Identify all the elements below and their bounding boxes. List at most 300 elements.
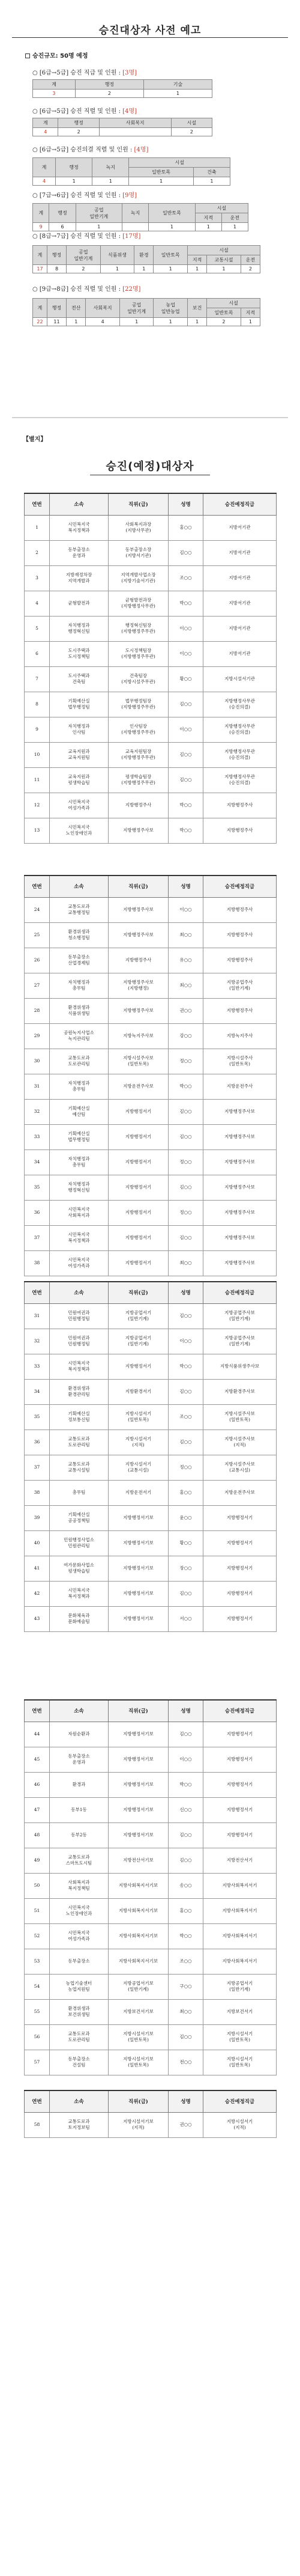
table-row: [25, 998, 277, 1023]
value-cell: 1: [154, 265, 188, 273]
target-rank: 지방시설서기 (일반토목): [203, 2050, 277, 2075]
department: 기획예산실 법무행정팀: [50, 1124, 109, 1149]
target-rank: 지방행정주사보: [203, 1149, 277, 1175]
target-rank: 지방행정사무관 (승진의결): [203, 767, 277, 793]
name: 정○○: [169, 1200, 203, 1225]
target-rank: 지방행정서기: [203, 1822, 277, 1848]
row-number: 42: [25, 1581, 50, 1606]
row-number: 5: [25, 616, 50, 641]
position: 지방시설서기보 (일반토목): [109, 2024, 169, 2050]
row-number: 24: [25, 897, 50, 922]
value-cell: 1: [193, 177, 230, 186]
section-title-3: [32, 144, 148, 153]
roster-column-header: 승진예정직급: [203, 493, 277, 515]
row-number: 38: [25, 1250, 50, 1276]
position: 지방사회복지서기보: [109, 1923, 169, 1949]
roster-column-header: 승진예정직급: [203, 1282, 277, 1303]
position: 지방사회복지서기보: [109, 1873, 169, 1898]
section-count: [17명]: [122, 233, 141, 240]
position: 지방환경서기: [109, 1379, 169, 1404]
department: 동부출장소 운영과: [50, 540, 109, 565]
position: 지방행정주사보 (지방행정): [109, 973, 169, 998]
page-title: 승진대상자 사전 예고: [98, 25, 202, 37]
value-cell: 1: [92, 177, 129, 186]
target-rank: 지방서기관: [203, 565, 277, 591]
table-row: [25, 793, 277, 818]
target-rank: 지방행정주사: [203, 897, 277, 922]
name: 정○○: [169, 1455, 203, 1480]
target-rank: 지방공업주사보 (일반기계): [203, 1303, 277, 1329]
roster-column-header: 성명: [169, 1282, 203, 1303]
column-header: 지적: [187, 255, 206, 265]
table-row: [25, 1149, 277, 1175]
target-rank: 지방행정주사: [203, 948, 277, 973]
column-header: 행정: [75, 80, 143, 90]
column-header: 농업 일반농업: [154, 299, 188, 318]
target-rank: 지방행정서기: [203, 1581, 277, 1606]
target-rank: 지방서기관: [203, 515, 277, 540]
row-number: 28: [25, 998, 50, 1023]
target-rank: 지방시설서기 (일반토목): [203, 2024, 277, 2050]
position: 지방사회복지서기보: [109, 1898, 169, 1923]
name: 송○○: [169, 1873, 203, 1898]
table-row: [25, 1200, 277, 1225]
value-cell: 17: [33, 265, 47, 273]
name: 김○○: [169, 1722, 203, 1747]
roster-column-header: 소속: [50, 2090, 109, 2112]
name: 김○○: [169, 692, 203, 717]
name: 홍○○: [169, 1480, 203, 1505]
value-cell: 2: [75, 90, 143, 98]
value-cell: 1: [67, 318, 86, 326]
target-rank: 지방녹지주사: [203, 1023, 277, 1049]
roster-column-header: 소속: [50, 1282, 109, 1303]
value-cell: 4: [33, 177, 56, 186]
section-title-4: [32, 190, 137, 199]
table-row: [25, 666, 277, 692]
name: 김○○: [169, 1175, 203, 1200]
section-label: ○ [6급→5급] 승진 직렬 및 인원 :: [32, 108, 123, 115]
department: 자치행정과 총무팀: [50, 1074, 109, 1099]
department: 자치행정과 행정혁신팀: [50, 1175, 109, 1200]
position: 지방시설서기보 (지적): [109, 2112, 169, 2137]
position: 지방행정서기: [109, 1175, 169, 1200]
table-row: [25, 1606, 277, 1631]
position: 지방공업서기 (일반기계): [109, 1303, 169, 1329]
table-row: [25, 1430, 277, 1455]
roster-column-header: 승진예정직급: [203, 2090, 277, 2112]
position: 지방행정서기보: [109, 1530, 169, 1556]
target-rank: 지방시설주사보 (일반토목): [203, 1404, 277, 1430]
department: 민원행정사업소 민원관리팀: [50, 1530, 109, 1556]
position: 지방행정서기보: [109, 1797, 169, 1822]
name: 전○○: [169, 2050, 203, 2075]
value-cell: 4: [33, 128, 58, 136]
target-rank: 지방행정주사: [203, 998, 277, 1023]
column-header: 시설: [171, 118, 212, 128]
name: 박○○: [169, 818, 203, 843]
row-number: 44: [25, 1722, 50, 1747]
row-number: 2: [25, 540, 50, 565]
table-row: [25, 742, 277, 767]
row-number: 57: [25, 2050, 50, 2075]
table-row: [25, 1974, 277, 1999]
roster-column-header: 연번: [25, 1700, 50, 1722]
name: 유○○: [169, 948, 203, 973]
row-number: 38: [25, 1480, 50, 1505]
row-number: 58: [25, 2112, 50, 2137]
position: 지방행정주사보: [109, 897, 169, 922]
position: 지방보건서기보: [109, 1999, 169, 2024]
department: 자치행정과 인사팀: [50, 717, 109, 742]
department: 여가문화사업소 평생학습팀: [50, 1556, 109, 1581]
table-row: [25, 2112, 277, 2137]
target-rank: 지방사회복지서기: [203, 1923, 277, 1949]
row-number: 6: [25, 641, 50, 666]
target-rank: 지방행정주사: [203, 793, 277, 818]
column-header: 사회복지: [99, 118, 171, 128]
position: 지방행정서기: [109, 1225, 169, 1250]
position: 지방행정서기보: [109, 1606, 169, 1631]
target-rank: 지방전산서기: [203, 1848, 277, 1873]
position: 지방시설서기 (지적): [109, 1430, 169, 1455]
department: 기획예산실 예산팀: [50, 1099, 109, 1124]
roster-column-header: 직위(급): [109, 2090, 169, 2112]
department: 환경위생과 환경관리팀: [50, 1379, 109, 1404]
row-number: 47: [25, 1797, 50, 1822]
value-cell: [99, 128, 171, 136]
name: 김○○: [169, 1430, 203, 1455]
value-cell: 3: [33, 90, 76, 98]
department: 시민복지국 복지정책과: [50, 515, 109, 540]
roster-column-header: 성명: [169, 2090, 203, 2112]
row-number: 34: [25, 1379, 50, 1404]
name: 김○○: [169, 540, 203, 565]
row-number: 33: [25, 1354, 50, 1379]
column-header: 계: [33, 118, 58, 128]
table-row: [25, 565, 277, 591]
document-header: [12, 22, 288, 37]
value-cell: 1: [100, 265, 134, 273]
roster-column-header: 연번: [25, 493, 50, 515]
roster-table-3: [24, 1281, 277, 1632]
roster-column-header: 소속: [50, 875, 109, 897]
column-header: 녹지: [122, 204, 149, 223]
position: 지방행정서기보: [109, 1772, 169, 1797]
name: 최○○: [169, 1250, 203, 1276]
value-cell: 2: [207, 318, 241, 326]
column-header: 전산: [67, 299, 86, 318]
department: 지방재정차장 지역개발과: [50, 565, 109, 591]
name: 이○○: [169, 1747, 203, 1772]
table-row: [25, 1225, 277, 1250]
table-row: [25, 922, 277, 948]
name: 조○○: [169, 565, 203, 591]
name: 홍○○: [169, 515, 203, 540]
table-row: [25, 1329, 277, 1354]
table-row: [25, 973, 277, 998]
column-header: 녹지: [92, 158, 129, 177]
row-number: 26: [25, 948, 50, 973]
row-number: 35: [25, 1404, 50, 1430]
value-cell: 1: [134, 265, 154, 273]
target-rank: 지방행정주사보: [203, 1099, 277, 1124]
table-row: [25, 1303, 277, 1329]
roster-column-header: 직위(급): [109, 493, 169, 515]
table-row: [25, 1822, 277, 1848]
table-row: [25, 717, 277, 742]
target-rank: 지방환경주사보: [203, 1379, 277, 1404]
department: 동부2동: [50, 1822, 109, 1848]
target-rank: 지방행정주사보: [203, 1225, 277, 1250]
position: 지방운전서기: [109, 1480, 169, 1505]
target-rank: 지방행정사무관 (승진의결): [203, 717, 277, 742]
target-rank: 지방시설서기관: [203, 666, 277, 692]
name: 장○○: [169, 1556, 203, 1581]
target-rank: 지방서기관: [203, 540, 277, 565]
name: 강○○: [169, 1023, 203, 1049]
section-table-6: [32, 298, 260, 326]
table-row: [25, 1175, 277, 1200]
position: 지방시설서기 (일반토목): [109, 1404, 169, 1430]
section-count: [4명]: [122, 108, 137, 115]
position: 지방시설주사보 (일반토목): [109, 1049, 169, 1074]
roster-table-5: [24, 2090, 277, 2138]
value-cell: 1: [56, 177, 92, 186]
target-rank: 지방사회복지서기: [203, 1873, 277, 1898]
department: 시민복지국 복지정책과: [50, 1354, 109, 1379]
department: 동부출장소: [50, 1949, 109, 1974]
column-header: 행정: [47, 299, 66, 318]
column-header: 기술: [143, 80, 212, 90]
target-rank: 지방보건서기: [203, 1999, 277, 2024]
name: 홍○○: [169, 1898, 203, 1923]
name: 권○○: [169, 998, 203, 1023]
department: 환경과: [50, 1772, 109, 1797]
target-rank: 지방행정서기: [203, 1606, 277, 1631]
table-row: [25, 1074, 277, 1099]
value-cell: 1: [221, 223, 248, 231]
table-row: [25, 1379, 277, 1404]
section-table-4: [32, 203, 248, 231]
column-header: 일반토목: [149, 204, 195, 223]
department: 공원녹지사업소 녹지관리팀: [50, 1023, 109, 1049]
column-header: 행정: [47, 246, 66, 265]
table-row: [25, 1505, 277, 1530]
row-number: 51: [25, 1898, 50, 1923]
title-underline: [12, 37, 288, 38]
position: 균형발전과장 (지방행정사무관): [109, 591, 169, 616]
appendix-label: 【별지】: [23, 436, 47, 443]
target-rank: 지방사회복지서기: [203, 1949, 277, 1974]
position: 인사팀장 (지방행정주무관): [109, 717, 169, 742]
row-number: 54: [25, 1974, 50, 1999]
department: 시민복지국 사회복지과: [50, 1200, 109, 1225]
name: 김○○: [169, 1225, 203, 1250]
promotion-scale-text: 승진규모: 50명 예정: [32, 53, 88, 59]
position: 사회복지과장 (지방사무관): [109, 515, 169, 540]
column-header: 운전: [221, 213, 248, 223]
column-header: 공업 일반기계: [76, 204, 122, 223]
position: 지방행정서기: [109, 1250, 169, 1276]
roster-column-header: 연번: [25, 2090, 50, 2112]
checkbox-icon: [25, 53, 30, 58]
department: 교통도로과 토지정보팀: [50, 2112, 109, 2137]
name: 권○○: [169, 2112, 203, 2137]
value-cell: 1: [149, 223, 195, 231]
target-rank: 지방행정서기: [203, 1556, 277, 1581]
name: 김○○: [169, 1099, 203, 1124]
column-group-header: 시설: [195, 204, 248, 213]
value-cell: 6: [49, 223, 76, 231]
position: 건축팀장 (지방시설주무관): [109, 666, 169, 692]
value-cell: 2: [67, 265, 101, 273]
table-row: [25, 767, 277, 793]
roster-column-header: 직위(급): [109, 1700, 169, 1722]
table-row: [25, 1049, 277, 1074]
table-row: [25, 1923, 277, 1949]
name: 박○○: [169, 591, 203, 616]
row-number: 30: [25, 1049, 50, 1074]
table-row: [25, 1404, 277, 1430]
department: 교통도로과 스마트도시팀: [50, 1848, 109, 1873]
table-row: [25, 897, 277, 922]
value-cell: 2: [241, 265, 260, 273]
position: 지방행정서기보: [109, 1822, 169, 1848]
section-count: [4명]: [134, 147, 149, 153]
row-number: 37: [25, 1225, 50, 1250]
section-table-1: [32, 79, 212, 98]
name: 정○○: [169, 1149, 203, 1175]
row-number: 32: [25, 1329, 50, 1354]
table-row: [25, 692, 277, 717]
position: 지방행정서기: [109, 1124, 169, 1149]
department: 환경위생과 청소행정팀: [50, 922, 109, 948]
section-label: ○ [9급→8급] 승진 직렬 및 인원 :: [32, 286, 123, 293]
column-header: 행정: [58, 118, 99, 128]
name: 이○○: [169, 616, 203, 641]
name: 최○○: [169, 1999, 203, 2024]
table-row: [25, 1949, 277, 1974]
row-number: 43: [25, 1606, 50, 1631]
name: 황○○: [169, 666, 203, 692]
department: 시민복지국 복지정책과: [50, 1581, 109, 1606]
row-number: 49: [25, 1848, 50, 1873]
value-cell: 2: [58, 128, 99, 136]
department: 교육지원과 평생학습팀: [50, 767, 109, 793]
column-header: 계: [33, 299, 47, 318]
value-cell: 8: [47, 265, 66, 273]
row-number: 25: [25, 922, 50, 948]
table-row: [25, 641, 277, 666]
row-number: 56: [25, 2024, 50, 2050]
target-rank: 지방행정서기: [203, 1505, 277, 1530]
value-cell: 4: [86, 318, 120, 326]
row-number: 13: [25, 818, 50, 843]
value-cell: 1: [119, 318, 154, 326]
department: 시민복지국 복지정책과: [50, 1225, 109, 1250]
name: 김○○: [169, 1581, 203, 1606]
row-number: 8: [25, 692, 50, 717]
row-number: 34: [25, 1149, 50, 1175]
name: 구○○: [169, 1974, 203, 1999]
roster-column-header: 성명: [169, 493, 203, 515]
value-cell: 1: [187, 265, 206, 273]
position: 지방행정서기보: [109, 1581, 169, 1606]
column-header: 공업 일반기계: [67, 246, 101, 265]
department: 민원여권과 민원행정팀: [50, 1329, 109, 1354]
row-number: 39: [25, 1505, 50, 1530]
position: 행정혁신팀장 (지방행정주무관): [109, 616, 169, 641]
row-number: 53: [25, 1949, 50, 1974]
department: 문화체육과 문화예술팀: [50, 1606, 109, 1631]
target-rank: 지방시설서기 (지적): [203, 2112, 277, 2137]
name: 김○○: [169, 1124, 203, 1149]
roster-column-header: 연번: [25, 875, 50, 897]
roster-column-header: 소속: [50, 1700, 109, 1722]
section-title-1: [32, 67, 137, 76]
department: 시민복지국 여성가족과: [50, 1250, 109, 1276]
position: 지방행정서기: [109, 1149, 169, 1175]
column-header: 공업 일반기계: [119, 299, 154, 318]
table-row: [25, 591, 277, 616]
department: 사회복지과 복지정책팀: [50, 1873, 109, 1898]
target-rank: 지방시설주사보 (지적): [203, 1430, 277, 1455]
name: 박○○: [169, 1354, 203, 1379]
table-row: [25, 1797, 277, 1822]
section-label: ○ [7급→6급] 승진 직렬 및 인원 :: [32, 192, 123, 199]
target-rank: 지방운전주사: [203, 1074, 277, 1099]
column-group-header: 시설: [129, 158, 230, 168]
target-rank: 지방공업주사 (일반기계): [203, 973, 277, 998]
department: 시민복지국 노인장애인과: [50, 1898, 109, 1923]
department: 농업기술센터 농업지원팀: [50, 1974, 109, 1999]
position: 도시정책팀장 (지방행정주무관): [109, 641, 169, 666]
table-row: [25, 2024, 277, 2050]
table-row: [25, 818, 277, 843]
promotion-scale-line: [25, 50, 88, 59]
row-number: 52: [25, 1923, 50, 1949]
department: 교통도로과 교통시설팀: [50, 1455, 109, 1480]
position: 지방행정서기보: [109, 1747, 169, 1772]
table-row: [25, 616, 277, 641]
department: 자치행정과 총무팀: [50, 973, 109, 998]
position: 지방행정주사: [109, 793, 169, 818]
row-number: 4: [25, 591, 50, 616]
department: 동부출장소 운영과: [50, 1747, 109, 1772]
position: 동부출장소장 (지방서기관): [109, 540, 169, 565]
row-number: 32: [25, 1099, 50, 1124]
row-number: 40: [25, 1530, 50, 1556]
table-row: [25, 1124, 277, 1149]
row-number: 27: [25, 973, 50, 998]
position: 지방행정서기: [109, 1099, 169, 1124]
target-rank: 지방서기관: [203, 591, 277, 616]
row-number: 55: [25, 1999, 50, 2024]
value-cell: 1: [76, 223, 122, 231]
department: 도시주택과 도시정책팀: [50, 641, 109, 666]
position: 지역개발사업소장 (지방기술서기관): [109, 565, 169, 591]
target-rank: 지방사회복지서기: [203, 1898, 277, 1923]
name: 김○○: [169, 1379, 203, 1404]
position: 지방행정서기보: [109, 1556, 169, 1581]
table-row: [25, 1480, 277, 1505]
name: 김○○: [169, 2024, 203, 2050]
table-row: [25, 1556, 277, 1581]
row-number: 1: [25, 515, 50, 540]
section-table-5: [32, 245, 260, 273]
position: 평생학습팀장 (지방행정주무관): [109, 767, 169, 793]
